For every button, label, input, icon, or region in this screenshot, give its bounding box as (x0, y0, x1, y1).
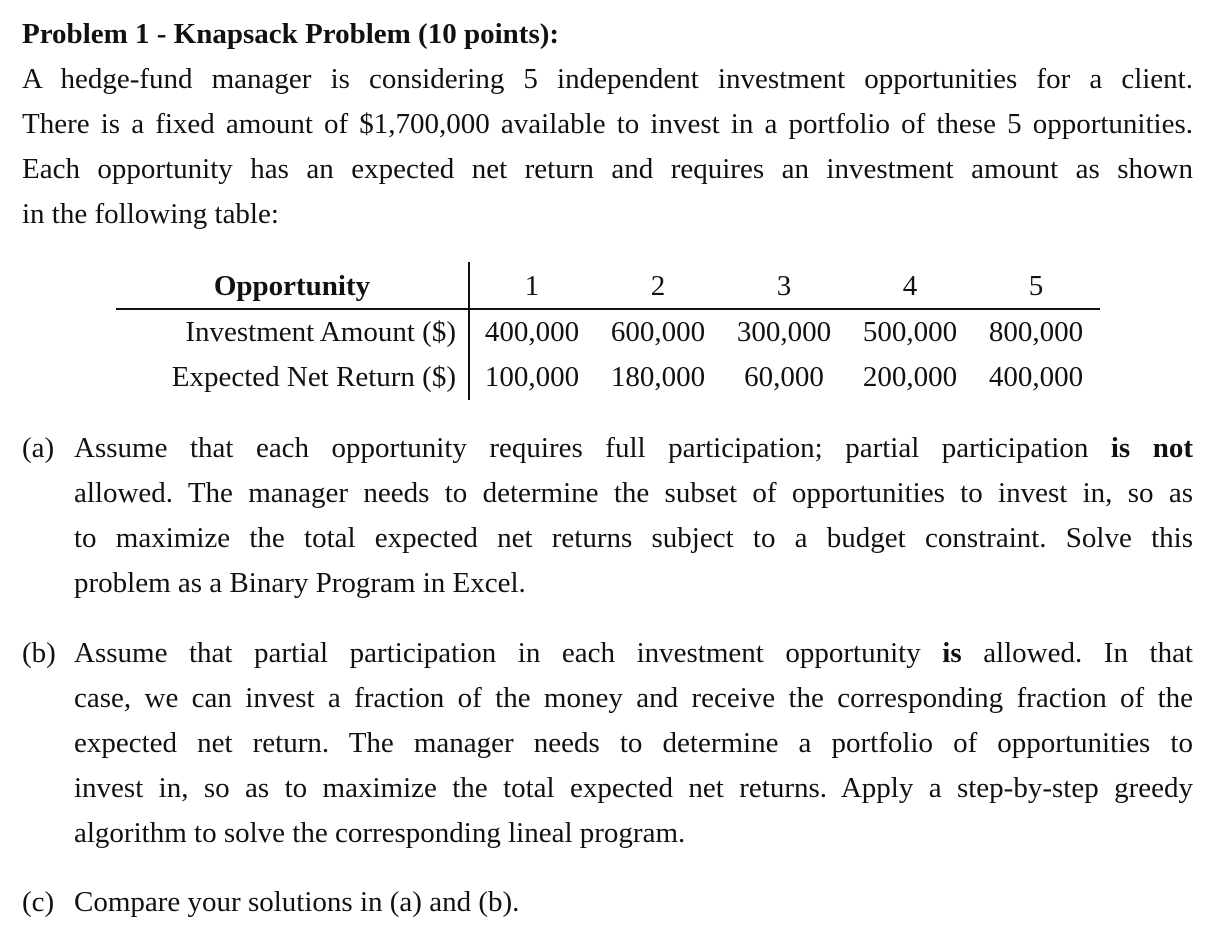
table-cell: 400,000 (988, 361, 1084, 393)
table-cell: 600,000 (610, 316, 706, 348)
part-b-line: algorithm to solve the corresponding lineal program. (74, 817, 686, 849)
part-b-line: expected net return. The manager needs to determine a portfolio of opportunities to (74, 727, 1193, 759)
table-cell: 200,000 (862, 361, 958, 393)
intro-line: in the following table: (22, 198, 279, 230)
table-cell: 180,000 (610, 361, 706, 393)
table-cell: 100,000 (484, 361, 580, 393)
part-c-marker: (c) (22, 886, 55, 918)
part-a-marker: (a) (22, 432, 55, 464)
table-cell: 500,000 (862, 316, 958, 348)
table-cell: 400,000 (484, 316, 580, 348)
part-b-line (74, 633, 1193, 673)
table-column-header: 1 (524, 270, 540, 302)
problem-title: Problem 1 - Knapsack Problem (10 points): (22, 18, 560, 50)
table-column-header: 2 (650, 270, 666, 302)
intro-line: Each opportunity has an expected net return and requires an investment amount as shown (22, 153, 1193, 185)
part-b-marker: (b) (22, 637, 56, 669)
table-cell: 60,000 (744, 361, 824, 393)
part-b-line: invest in, so as to maximize the total expected net returns. Apply a step-by-step greedy (74, 772, 1193, 804)
part-a-line: to maximize the total expected net returns subject to a budget constraint. Solve this (74, 522, 1193, 554)
part-b-text: Assume that partial participation in each investment opportunity (74, 637, 921, 669)
part-a-line: problem as a Binary Program in Excel. (74, 567, 526, 599)
part-b-line: case, we can invest a fraction of the money and receive the corresponding fraction of the (74, 682, 1193, 714)
intro-line: There is a fixed amount of $1,700,000 available to invest in a portfolio of these 5 opportunities. (22, 108, 1193, 140)
part-a-line: allowed. The manager needs to determine the subset of opportunities to invest in, so as (74, 477, 1193, 509)
part-a-text: Assume that each opportunity requires full participation; partial participation (74, 432, 1089, 464)
part-a-line (74, 428, 1193, 468)
table-header-label: Opportunity (213, 270, 371, 302)
table-row-label: Investment Amount ($) (185, 316, 456, 348)
table-column-header: 4 (902, 270, 918, 302)
intro-line: A hedge-fund manager is considering 5 independent investment opportunities for a client. (22, 63, 1193, 95)
table-cell: 800,000 (988, 316, 1084, 348)
part-b-emphasis: is (942, 637, 962, 669)
part-c-line: Compare your solutions in (a) and (b). (74, 886, 520, 918)
opportunities-table (116, 262, 1100, 400)
table-column-header: 5 (1028, 270, 1044, 302)
table-header-rule (116, 308, 1100, 310)
part-b-text: allowed. In that (983, 637, 1193, 669)
table-row-label: Expected Net Return ($) (171, 361, 456, 393)
part-a-emphasis: is not (1110, 432, 1193, 464)
table-column-header: 3 (776, 270, 792, 302)
table-cell: 300,000 (736, 316, 832, 348)
